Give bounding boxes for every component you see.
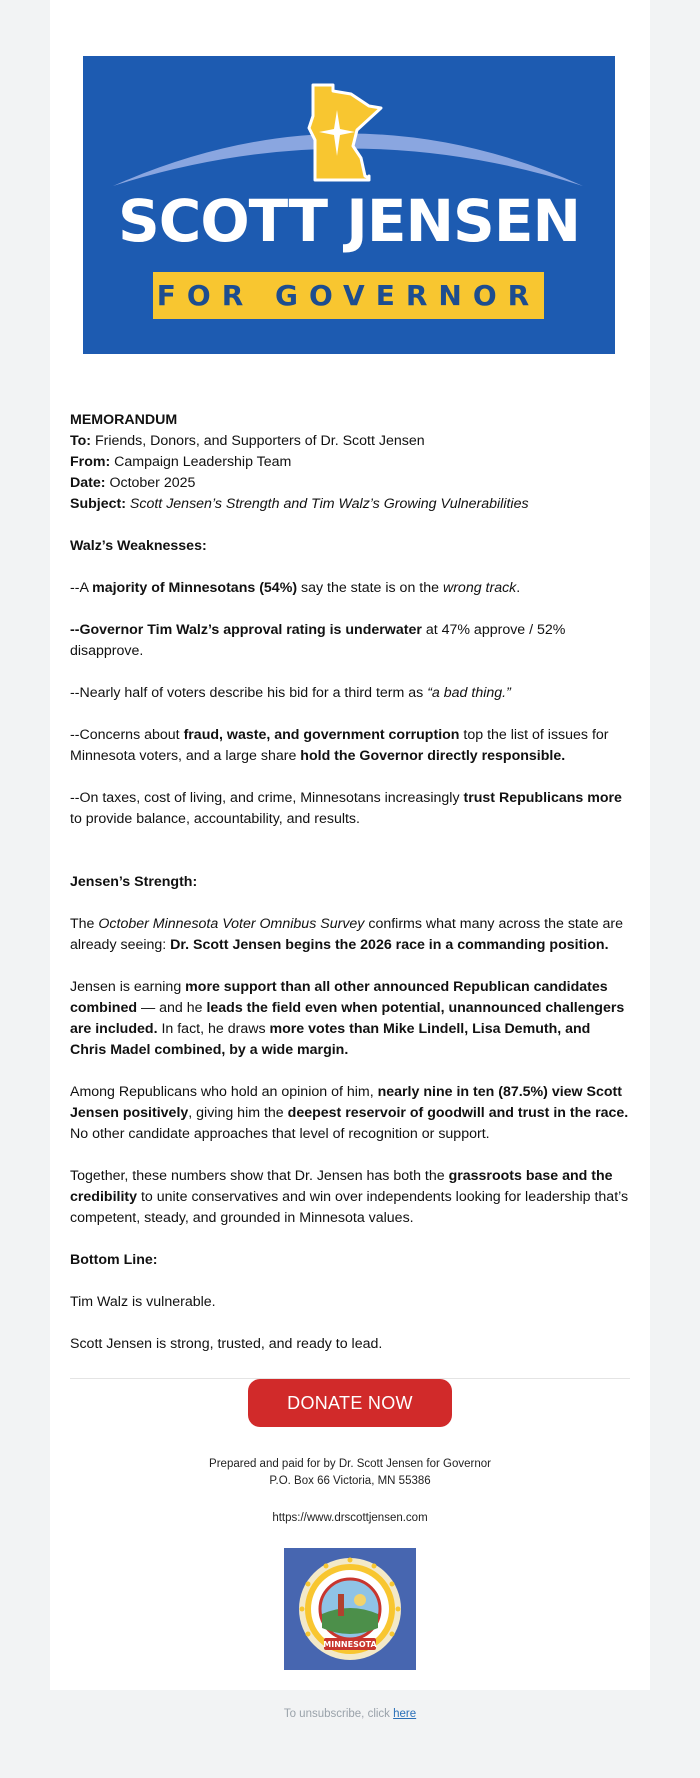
bottom-line-paragraph: Scott Jensen is strong, trusted, and ready to lead. bbox=[70, 1336, 383, 1352]
address-line: P.O. Box 66 Victoria, MN 55386 bbox=[269, 1475, 431, 1487]
minnesota-seal bbox=[284, 1548, 416, 1670]
weakness-paragraph: --Nearly half of voters describe his bid for a third term as “a bad thing.” bbox=[70, 685, 511, 701]
strength-heading: Jensen’s Strength: bbox=[70, 874, 198, 890]
campaign-banner bbox=[83, 56, 615, 354]
email-card bbox=[50, 0, 650, 1690]
paid-for-line: Prepared and paid for by Dr. Scott Jensen for Governor bbox=[209, 1458, 491, 1470]
bottom-line-paragraph: Tim Walz is vulnerable. bbox=[70, 1294, 216, 1310]
weakness-paragraph: --On taxes, cost of living, and crime, Minnesotans increasingly trust Republicans more to provide balance, accountability, and results. bbox=[70, 790, 622, 827]
unsubscribe-line: To unsubscribe, click here bbox=[283, 1708, 417, 1720]
seal-icon bbox=[284, 1548, 416, 1670]
memo-subject: Subject: Scott Jensen’s Strength and Tim Walz’s Growing Vulnerabilities bbox=[70, 496, 529, 512]
memo-from: From: Campaign Leadership Team bbox=[70, 454, 292, 470]
website-link[interactable]: https://www.drscottjensen.com bbox=[272, 1512, 428, 1524]
memo-date: Date: October 2025 bbox=[70, 475, 196, 491]
unsubscribe-link[interactable]: here bbox=[393, 1708, 417, 1720]
seal-text: MINNESOTA bbox=[323, 1640, 377, 1649]
banner-subtitle: FOR GOVERNOR bbox=[153, 272, 544, 319]
strength-paragraph: Together, these numbers show that Dr. Jensen has both the grassroots base and the credibility to unite conservatives and win over independents looking for leadership that’s competent, steady, and grounded in Minnesota values. bbox=[70, 1168, 629, 1226]
strength-paragraph: The October Minnesota Voter Omnibus Survey confirms what many across the state are already seeing: Dr. Scott Jensen begins the 2026 race in a commanding position. bbox=[70, 916, 624, 953]
footer bbox=[50, 1456, 650, 1527]
memo-body bbox=[70, 410, 630, 1376]
memo-to: To: Friends, Donors, and Supporters of Dr. Scott Jensen bbox=[70, 433, 425, 449]
bottom-line-heading: Bottom Line: bbox=[70, 1252, 158, 1268]
weakness-paragraph: --A majority of Minnesotans (54%) say the state is on the wrong track. bbox=[70, 580, 521, 596]
weaknesses-heading: Walz’s Weaknesses: bbox=[70, 538, 207, 554]
weakness-paragraph: --Governor Tim Walz’s approval rating is underwater at 47% approve / 52% disapprove. bbox=[70, 622, 566, 659]
memo-heading: MEMORANDUM bbox=[70, 412, 178, 428]
donate-button[interactable]: DONATE NOW bbox=[248, 1379, 452, 1427]
weakness-paragraph: --Concerns about fraud, waste, and government corruption top the list of issues for Minnesota voters, and a large share hold the Governor directly responsible. bbox=[70, 727, 609, 764]
banner-title: SCOTT JENSEN bbox=[118, 187, 580, 255]
strength-paragraph: Among Republicans who hold an opinion of him, nearly nine in ten (87.5%) view Scott Jensen positively, giving him the deepest reservoir of goodwill and trust in the race. No other candidate approaches that level of recognition or support. bbox=[70, 1084, 629, 1142]
strength-paragraph: Jensen is earning more support than all other announced Republican candidates combined — and he leads the field even when potential, unannounced challengers are included. In fact, he draws more votes than Mike Lindell, Lisa Demuth, and Chris Madel combined, by a wide margin. bbox=[70, 979, 625, 1058]
